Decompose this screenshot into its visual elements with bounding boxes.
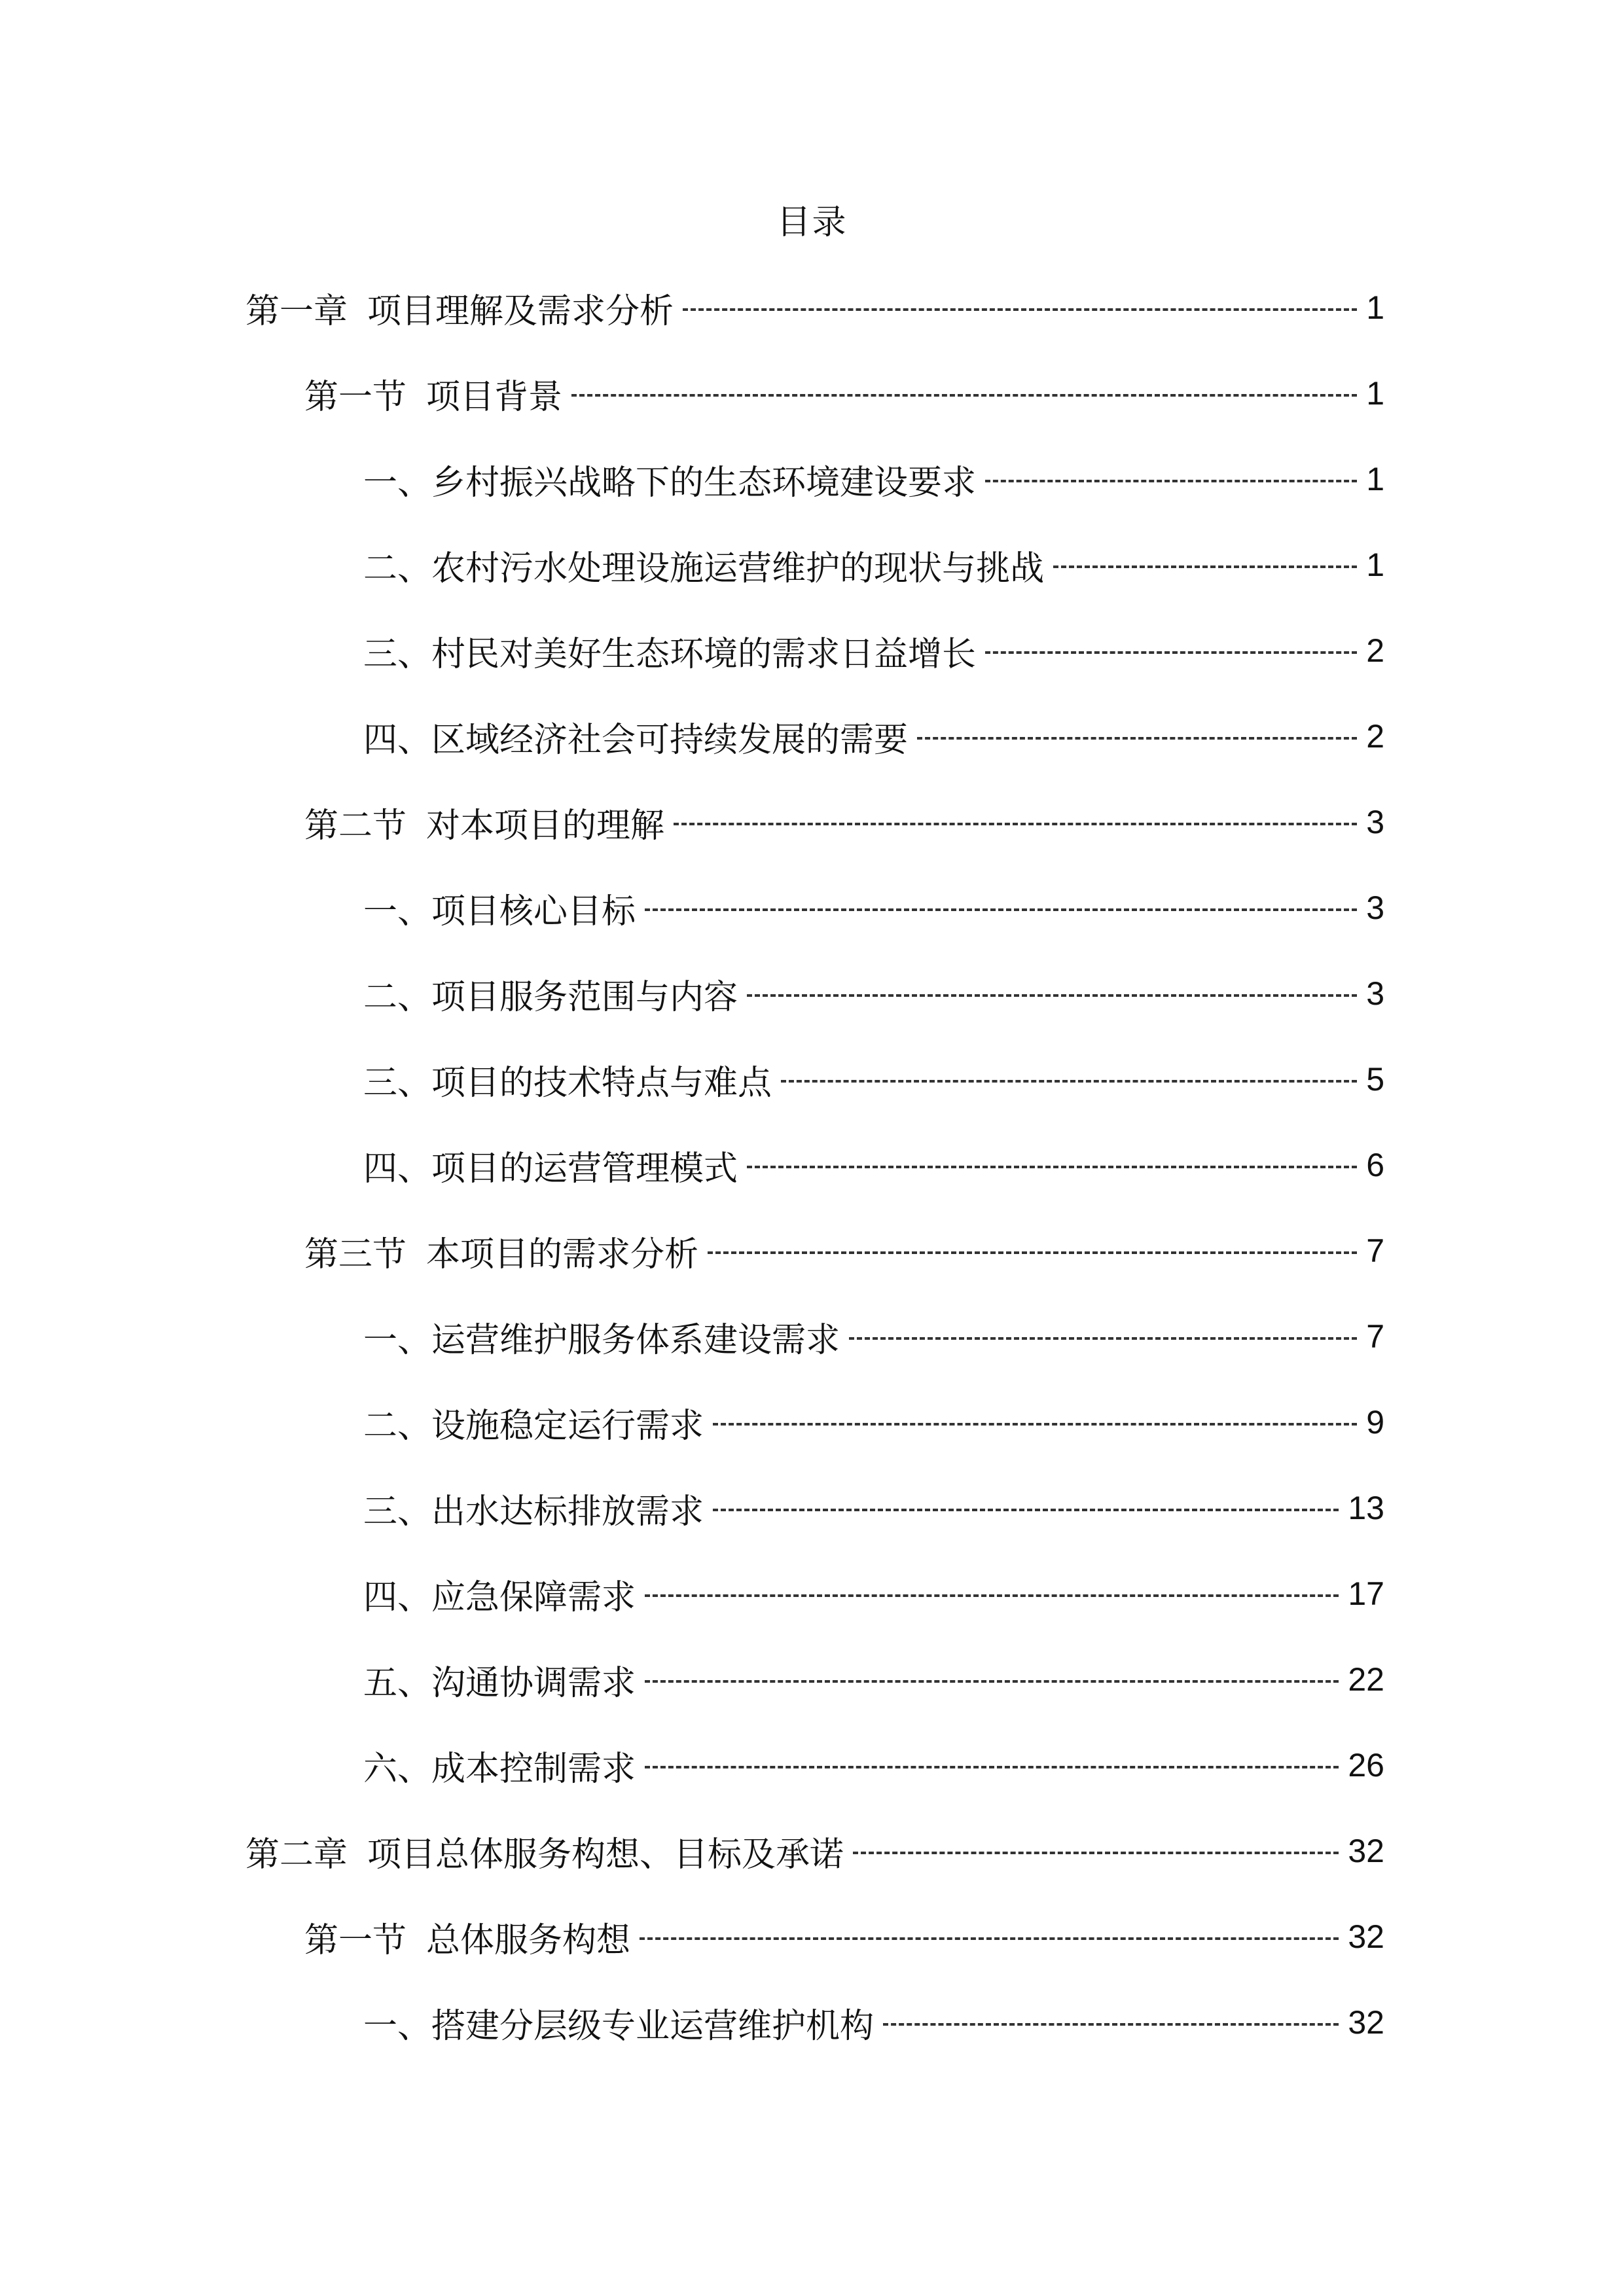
toc-entry[interactable] xyxy=(363,1739,1384,1791)
toc-page-number: 3 xyxy=(1366,804,1384,840)
toc-entry-text: 一、乡村振兴战略下的生态环境建设要求 xyxy=(363,463,977,503)
toc-entry[interactable] xyxy=(363,624,1384,677)
toc-entry[interactable] xyxy=(363,1653,1384,1706)
toc-entry-number: 第二节 xyxy=(304,806,407,846)
toc-entry-number: 第一节 xyxy=(304,1920,407,1960)
toc-dot-leader xyxy=(747,1166,1357,1168)
toc-page-number: 1 xyxy=(1366,289,1384,326)
toc-entry-label xyxy=(245,1827,844,1876)
toc-entry[interactable] xyxy=(304,796,1384,848)
toc-entry-text: 本项目的需求分析 xyxy=(426,1234,699,1274)
toc-entry[interactable] xyxy=(363,1396,1384,1448)
toc-entry[interactable] xyxy=(363,1139,1384,1191)
toc-entry-text: 三、项目的技术特点与难点 xyxy=(363,1063,772,1103)
toc-page-number: 3 xyxy=(1366,975,1384,1012)
toc-entry-label xyxy=(304,1227,698,1276)
toc-entry-label xyxy=(304,798,664,847)
toc-dot-leader xyxy=(645,1766,1339,1768)
toc-entry[interactable] xyxy=(304,1910,1384,1963)
toc-entry-label xyxy=(363,626,976,675)
toc-entry[interactable] xyxy=(363,1568,1384,1620)
toc-page-number: 5 xyxy=(1366,1061,1384,1098)
toc-dot-leader xyxy=(645,1680,1339,1683)
toc-entry[interactable] xyxy=(304,1225,1384,1277)
toc-entry-label xyxy=(363,455,976,504)
toc-dot-leader xyxy=(985,480,1357,482)
toc-dot-leader xyxy=(640,1937,1339,1940)
toc-entry[interactable] xyxy=(363,453,1384,505)
toc-dot-leader xyxy=(1053,565,1357,568)
toc-entry-number: 第三节 xyxy=(304,1234,407,1274)
toc-entry-text: 项目背景 xyxy=(426,377,563,417)
toc-entry-label xyxy=(363,1055,772,1104)
toc-entry-label xyxy=(363,1312,840,1361)
toc-dot-leader xyxy=(849,1337,1357,1340)
toc-page-number: 1 xyxy=(1366,461,1384,497)
toc-entry-text: 四、项目的运营管理模式 xyxy=(363,1149,738,1189)
toc-entry-text: 一、运营维护服务体系建设需求 xyxy=(363,1320,840,1360)
toc-entry-text: 三、出水达标排放需求 xyxy=(363,1492,704,1532)
toc-entry-label xyxy=(363,541,1044,590)
toc-dot-leader xyxy=(645,1594,1339,1597)
toc-entry-text: 总体服务构想 xyxy=(426,1920,631,1960)
toc-dot-leader xyxy=(985,651,1357,654)
toc-dot-leader xyxy=(747,994,1357,997)
toc-page-number: 7 xyxy=(1366,1318,1384,1355)
toc-page-number: 26 xyxy=(1348,1747,1384,1784)
toc-page-number: 13 xyxy=(1348,1490,1384,1526)
toc-entry-label xyxy=(363,884,636,933)
toc-page-number: 1 xyxy=(1366,547,1384,583)
toc-page-number: 9 xyxy=(1366,1404,1384,1441)
toc-page-number: 32 xyxy=(1348,2004,1384,2041)
toc-page-number: 32 xyxy=(1348,1918,1384,1955)
toc-entry-text: 项目总体服务构想、目标及承诺 xyxy=(367,1835,844,1874)
toc-entry[interactable] xyxy=(245,281,1384,334)
toc-entry[interactable] xyxy=(363,1996,1384,2049)
toc-entry-label xyxy=(363,1998,874,2047)
toc-dot-leader xyxy=(674,823,1357,825)
toc-entry[interactable] xyxy=(363,967,1384,1020)
toc-page-number: 17 xyxy=(1348,1575,1384,1612)
toc-dot-leader xyxy=(683,308,1357,311)
toc-entry[interactable] xyxy=(363,710,1384,762)
toc-entry-text: 一、项目核心目标 xyxy=(363,891,636,931)
toc-entry-label xyxy=(363,1741,636,1790)
toc-entry-text: 对本项目的理解 xyxy=(426,806,665,846)
toc-entry-text: 二、设施稳定运行需求 xyxy=(363,1406,704,1446)
toc-entry-label xyxy=(304,369,562,418)
toc-dot-leader xyxy=(645,908,1357,911)
toc-entry-text: 二、项目服务范围与内容 xyxy=(363,977,738,1017)
toc-entry-text: 二、农村污水处理设施运营维护的现状与挑战 xyxy=(363,548,1045,588)
toc-page-number: 6 xyxy=(1366,1147,1384,1183)
toc-entry-label xyxy=(363,1398,704,1447)
toc-entry-text: 五、沟通协调需求 xyxy=(363,1663,636,1703)
toc-entry-number: 第二章 xyxy=(245,1835,348,1874)
toc-entry[interactable] xyxy=(245,1825,1384,1877)
toc-dot-leader xyxy=(708,1251,1357,1254)
toc-title: 目录 xyxy=(776,203,848,242)
toc-entry[interactable] xyxy=(363,1482,1384,1534)
toc-entry-text: 一、搭建分层级专业运营维护机构 xyxy=(363,2006,875,2046)
toc-dot-leader xyxy=(713,1423,1357,1426)
toc-dot-leader xyxy=(853,1852,1339,1854)
toc-page-number: 2 xyxy=(1366,632,1384,669)
toc-entry[interactable] xyxy=(363,1053,1384,1105)
toc-dot-leader xyxy=(571,394,1357,397)
toc-page-number: 2 xyxy=(1366,718,1384,755)
toc-entry-label xyxy=(245,283,674,332)
toc-page-number: 7 xyxy=(1366,1232,1384,1269)
toc-entry[interactable] xyxy=(363,539,1384,591)
toc-entry-text: 六、成本控制需求 xyxy=(363,1749,636,1789)
toc-entry-label xyxy=(363,712,908,761)
toc-page-number: 1 xyxy=(1366,375,1384,412)
toc-entry[interactable] xyxy=(363,1310,1384,1363)
toc-entry-text: 四、区域经济社会可持续发展的需要 xyxy=(363,720,909,760)
toc-entry-text: 项目理解及需求分析 xyxy=(367,291,674,331)
toc-entry[interactable] xyxy=(363,882,1384,934)
toc-dot-leader xyxy=(713,1509,1339,1511)
toc-dot-leader xyxy=(781,1080,1357,1083)
toc-entry-text: 三、村民对美好生态环境的需求日益增长 xyxy=(363,634,977,674)
toc-entry-number: 第一章 xyxy=(245,291,348,331)
toc-page-number: 3 xyxy=(1366,889,1384,926)
toc-entry-label xyxy=(363,1570,636,1619)
toc-entry-text: 四、应急保障需求 xyxy=(363,1577,636,1617)
toc-entry-label xyxy=(304,1912,630,1962)
toc-entry[interactable] xyxy=(304,367,1384,420)
toc-entry-label xyxy=(363,1655,636,1704)
toc-entry-label xyxy=(363,969,738,1018)
toc-page-number: 22 xyxy=(1348,1661,1384,1698)
toc-entry-label xyxy=(363,1141,738,1190)
toc-entry-number: 第一节 xyxy=(304,377,407,417)
toc-entry-label xyxy=(363,1484,704,1533)
toc-dot-leader xyxy=(917,737,1357,740)
toc-dot-leader xyxy=(883,2023,1339,2026)
toc-page-number: 32 xyxy=(1348,1833,1384,1869)
